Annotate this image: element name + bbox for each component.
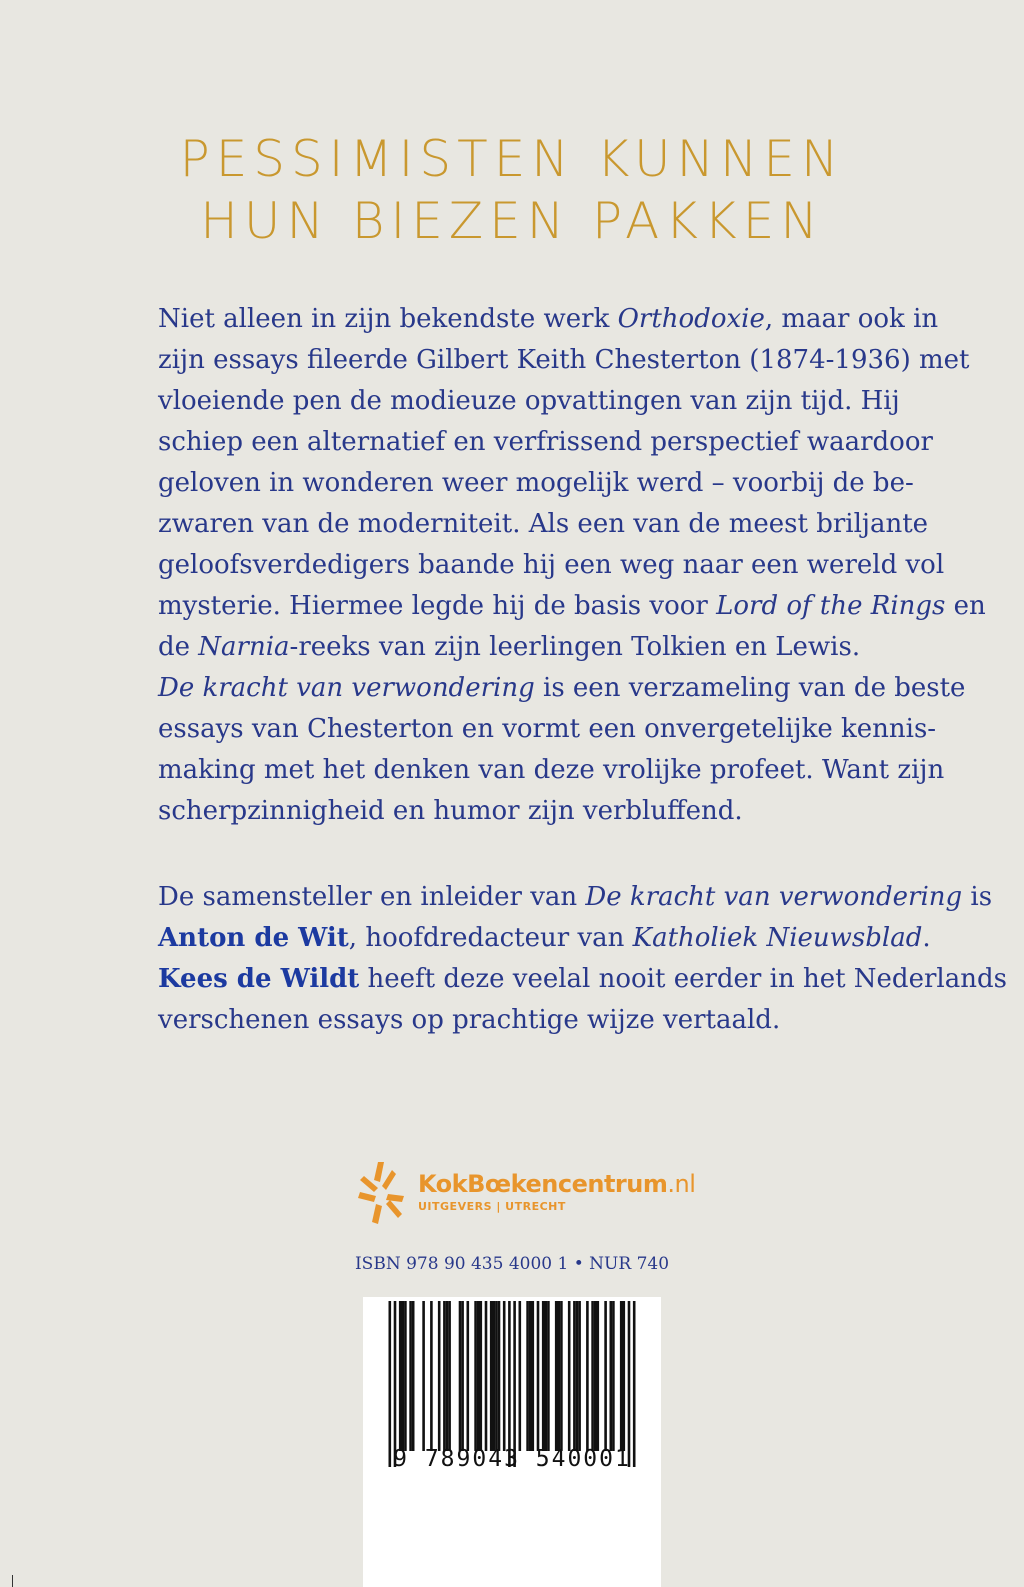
barcode-bar <box>576 1301 579 1451</box>
barcode-bar <box>438 1301 441 1451</box>
credits-line: Anton de Wit, hoofdredacteur van Katholiek Nieuwsblad. <box>158 923 931 953</box>
barcode-bar <box>568 1301 571 1451</box>
trim-mark <box>12 1575 13 1587</box>
blurb-line: geloven in wonderen weer mogelijk werd – voorbij de be- <box>158 468 914 498</box>
barcode-bar <box>480 1301 483 1451</box>
barcode-bar <box>532 1301 535 1451</box>
blurb-line: geloofsverdedigers baande hij een weg naar een wereld vol <box>158 550 945 580</box>
barcode-bar <box>597 1301 600 1451</box>
barcode-bar <box>459 1301 462 1451</box>
barcode-bar <box>526 1301 529 1451</box>
barcode-bar <box>498 1301 501 1451</box>
barcode-bar <box>545 1301 548 1451</box>
barcode-bar <box>508 1301 511 1467</box>
blurb-line: making met het denken van deze vrolijke profeet. Want zijn <box>158 755 945 785</box>
barcode-bars <box>363 1297 661 1467</box>
italic-title: Orthodoxie <box>617 304 765 334</box>
italic-title: De kracht van verwondering <box>158 673 535 703</box>
blurb-line: vloeiende pen de modieuze opvattingen van zijn tijd. Hij <box>158 386 900 416</box>
credits-line: verschenen essays op prachtige wijze vertaald. <box>158 1005 781 1035</box>
publisher-name <box>418 1170 695 1198</box>
blurb-paragraph <box>158 299 986 832</box>
star-burst-icon <box>358 1160 410 1226</box>
person-name: Kees de Wildt <box>158 964 360 994</box>
barcode-bar <box>409 1301 412 1451</box>
headline-line-1: PESSIMISTEN KUNNEN <box>179 130 845 188</box>
barcode-bar <box>402 1301 405 1451</box>
credits-paragraph <box>158 877 1007 1041</box>
barcode-bar <box>467 1301 470 1451</box>
barcode-bar <box>586 1301 589 1451</box>
barcode-bar <box>430 1301 433 1451</box>
barcode-bar <box>604 1301 607 1451</box>
barcode-bar <box>578 1301 581 1451</box>
italic-title: De kracht van verwondering <box>585 882 963 912</box>
barcode-digits: 9 789043 540001 <box>393 1446 631 1472</box>
barcode-bar <box>493 1301 496 1451</box>
barcode-bar <box>474 1301 477 1451</box>
barcode <box>363 1297 661 1587</box>
blurb-line: de Narnia-reeks van zijn leerlingen Tolkien en Lewis. <box>158 632 861 662</box>
barcode-bar <box>503 1301 506 1451</box>
barcode-bar <box>529 1301 532 1451</box>
publisher-name-text: KokBœkencentrum <box>418 1170 668 1198</box>
barcode-bar <box>542 1301 545 1451</box>
barcode-bar <box>495 1301 498 1451</box>
person-name: Anton de Wit <box>158 923 349 953</box>
barcode-bar <box>594 1301 597 1451</box>
credits-line: De samensteller en inleider van De kracht van verwondering is <box>158 882 993 912</box>
barcode-bar <box>610 1301 613 1451</box>
barcode-bar <box>612 1301 615 1451</box>
barcode-bar <box>422 1301 425 1451</box>
publisher-subtitle: UITGEVERS | UTRECHT <box>418 1200 566 1213</box>
barcode-bar <box>623 1301 626 1451</box>
barcode-bar <box>519 1301 522 1451</box>
barcode-bar <box>547 1301 550 1451</box>
barcode-bar <box>485 1301 488 1451</box>
barcode-bar <box>399 1301 402 1451</box>
barcode-bar <box>558 1301 561 1451</box>
barcode-bar <box>513 1301 516 1467</box>
barcode-bar <box>477 1301 480 1451</box>
barcode-bar <box>537 1301 540 1451</box>
blurb-line: zijn essays fileerde Gilbert Keith Chesterton (1874-1936) met <box>158 345 970 375</box>
isbn-line: ISBN 978 90 435 4000 1 • NUR 740 <box>354 1254 670 1274</box>
barcode-bar <box>448 1301 451 1451</box>
blurb-line: mysterie. Hiermee legde hij de basis voor Lord of the Rings en <box>158 591 986 621</box>
barcode-bar <box>573 1301 576 1451</box>
headline <box>0 128 1024 252</box>
blurb-line: zwaren van de moderniteit. Als een van de meest briljante <box>158 509 929 539</box>
barcode-bar <box>620 1301 623 1451</box>
barcode-bar <box>628 1301 631 1467</box>
blurb-line: scherpzinnigheid en humor zijn verbluffend. <box>158 796 743 826</box>
italic-title: Narnia <box>198 632 290 662</box>
blurb-line: essays van Chesterton en vormt een onvergetelijke kennis- <box>158 714 937 744</box>
barcode-bar <box>412 1301 415 1451</box>
barcode-bar <box>633 1301 636 1467</box>
italic-title: Katholiek Nieuwsblad <box>632 923 923 953</box>
blurb-line: De kracht van verwondering is een verzameling van de beste <box>158 673 966 703</box>
headline-line-2: HUN BIEZEN PAKKEN <box>200 192 824 250</box>
barcode-bar <box>490 1301 493 1451</box>
barcode-bar <box>443 1301 446 1451</box>
credits-line: Kees de Wildt heeft deze veelal nooit eerder in het Nederlands <box>158 964 1007 994</box>
barcode-bar <box>446 1301 449 1451</box>
barcode-bar <box>389 1301 392 1467</box>
publisher-tld: .nl <box>667 1170 696 1198</box>
blurb-line: schiep een alternatief en verfrissend perspectief waardoor <box>158 427 933 457</box>
barcode-bar <box>404 1301 407 1451</box>
barcode-bar <box>461 1301 464 1451</box>
barcode-bar <box>560 1301 563 1451</box>
barcode-bar <box>394 1301 397 1467</box>
barcode-bar <box>555 1301 558 1451</box>
barcode-bar <box>591 1301 594 1451</box>
publisher-logo <box>358 1160 696 1230</box>
italic-title: Lord of the Rings <box>716 591 946 621</box>
blurb-line: Niet alleen in zijn bekendste werk Orthodoxie, maar ook in <box>158 304 939 334</box>
